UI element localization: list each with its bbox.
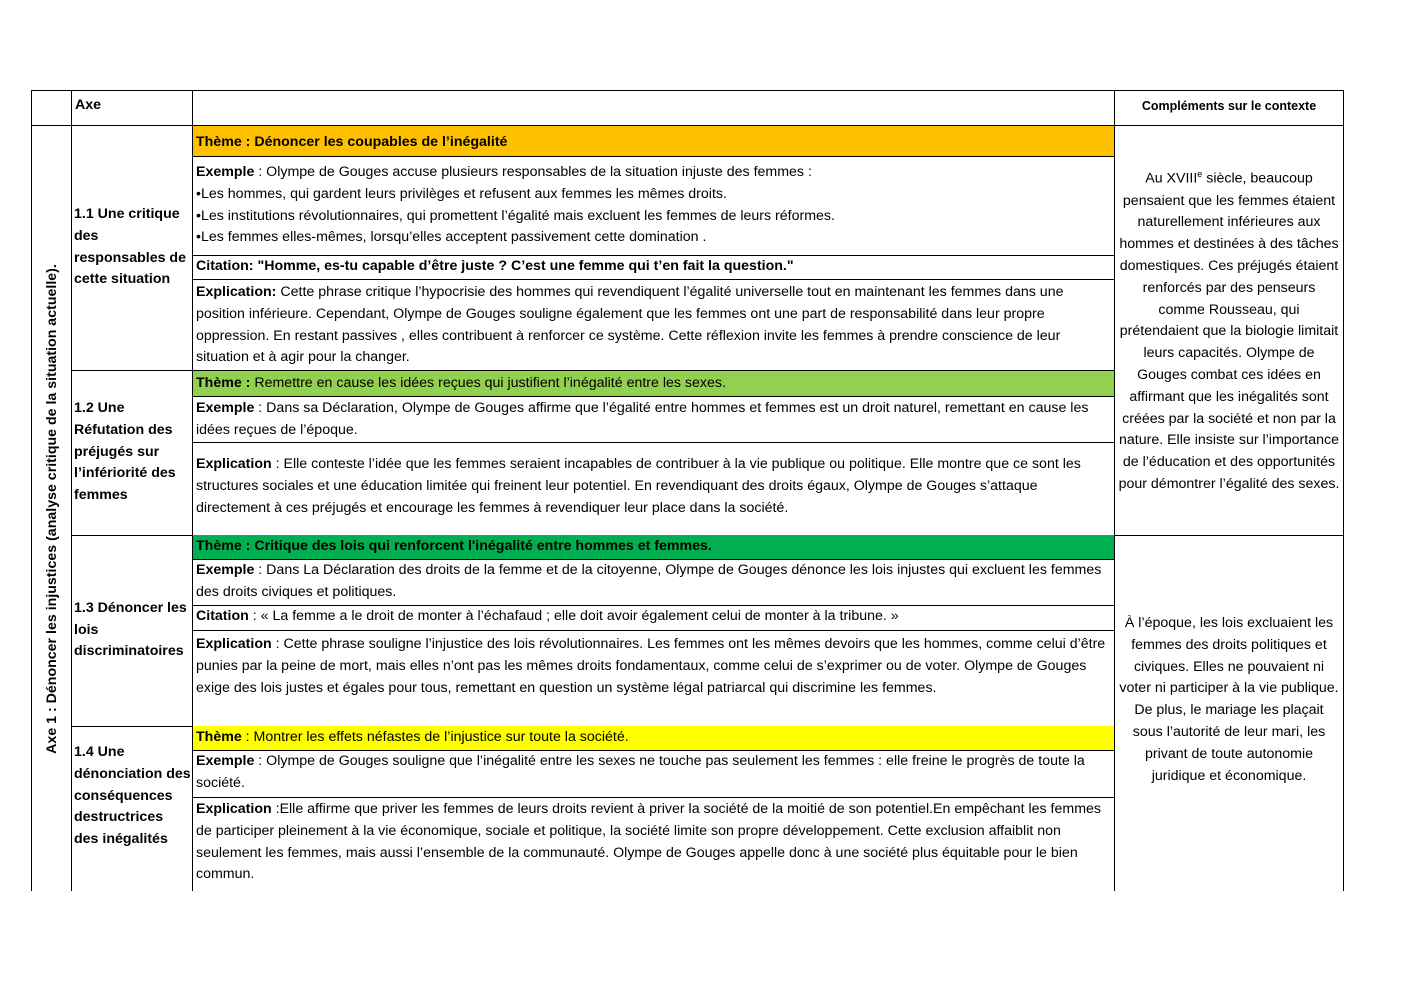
exemple-1-2	[192, 396, 1115, 443]
subtitle-1-3-text: 1.3 Dénoncer les lois discriminatoires	[74, 599, 187, 660]
theme-1-1-label: Thème	[196, 134, 242, 150]
subtitle-1-2	[71, 370, 193, 536]
header-axe-label: Axe	[75, 97, 102, 113]
context-block-1-pre: Au XVIII	[1145, 170, 1198, 187]
citation-1-3	[192, 605, 1115, 631]
exemple-1-4-label: Exemple	[196, 753, 255, 769]
exemple-1-2-label: Exemple	[196, 400, 255, 416]
context-block-1-text	[1118, 164, 1340, 496]
header-content-cell	[192, 90, 1115, 126]
exemple-1-2-text: : Dans sa Déclaration, Olympe de Gouges affirme que l’égalité entre hommes et femmes est un droit naturel, remettant en cause les idées reçues de l’époque.	[196, 400, 1089, 438]
theme-1-4-label: Thème	[196, 729, 242, 745]
explication-1-1-label: Explication:	[196, 284, 277, 300]
exemple-1-1-label: Exemple	[196, 164, 255, 180]
exemple-1-1	[192, 156, 1115, 256]
context-block-2-text: À l’époque, les lois excluaient les femmes des droits politiques et civiques. Elles ne pouvaient ni voter ni participer à la vie publique. De plus, le mariage les plaçait sous l’autorité de leur mari, les privant de toute autonomie juridique et économique.	[1119, 615, 1339, 784]
explication-1-4	[192, 797, 1115, 891]
citation-1-1-text: "Homme, es-tu capable d’être juste ? C’est une femme qui t’en fait la question."	[253, 258, 794, 274]
subtitle-1-4	[71, 726, 193, 891]
explication-1-4-text: :Elle affirme que priver les femmes de leurs droits revient à priver la société de la moitié de son potentiel.En empêchant les femmes de participer pleinement à la vie économique, sociale et politique, la société limite son propre développement. Cette exclusion affaiblit non seulement les femmes, mais aussi l’ensemble de la communauté. Olympe de Gouges appelle donc à une société plus équitable pour le bien commun.	[196, 801, 1101, 883]
context-block-2	[1114, 535, 1344, 891]
explication-1-2	[192, 442, 1115, 536]
axis-vertical-label: Axe 1 : Dénoncer les injustices (analyse critique de la situation actuelle).	[44, 264, 60, 754]
theme-1-3-text: : Critique des lois qui renforcent l'inégalité entre hommes et femmes.	[241, 538, 712, 554]
header-context-cell	[1114, 90, 1344, 126]
subtitle-1-3	[71, 535, 193, 727]
theme-1-2-label: Thème :	[196, 375, 251, 391]
exemple-1-4	[192, 750, 1115, 798]
context-block-1	[1114, 125, 1344, 536]
subtitle-1-2-text: 1.2 Une Réfutation des préjugés sur l’infériorité des femmes	[74, 400, 176, 504]
explication-1-3-text: : Cette phrase souligne l’injustice des lois révolutionnaires. Les femmes ont les mêmes devoirs que les hommes, comme celui d’être punies par la peine de mort, mais elles n’ont pas les mêmes droits fondamentaux, comme celui de s’exprimer ou de voter. Olympe de Gouges exige des lois justes et égales pour tous, remettant en question un système légal patriarcal qui discrimine les femmes.	[196, 636, 1106, 696]
context-block-1-post: siècle, beaucoup pensaient que les femmes étaient naturellement inférieures aux hommes et destinées à des tâches domestiques. Ces préjugés étaient renforcés par des penseurs comme Rousseau, qui prétendaient que la biologie limitait leurs capacités. Olympe de Gouges combat ces idées en affirmant que les inégalités sont créées par la société et non par la nature. Elle insiste sur l’importance de l’éducation et des opportunités pour démontrer l’égalité des sexes.	[1118, 170, 1340, 493]
explication-1-1-text: Cette phrase critique l’hypocrisie des hommes qui revendiquent l’égalité universelle tout en maintenant les femmes dans une position inférieure. Cependant, Olympe de Gouges souligne également que les femmes ont une part de responsabilité dans leur propre oppression. En restant passives , elles contribuent à renforcer ce système. Cette réflexion invite les femmes à prendre conscience de leur situation et à agir pour la changer.	[196, 284, 1064, 366]
explication-1-3	[192, 630, 1115, 727]
header-empty-cell	[31, 90, 72, 126]
explication-1-1	[192, 279, 1115, 371]
subtitle-1-4-text: 1.4 Une dénonciation des conséquences destructrices des inégalités	[74, 744, 191, 848]
theme-1-2	[192, 370, 1115, 397]
citation-1-3-label: Citation	[196, 608, 249, 624]
theme-1-1-text: : Dénoncer les coupables de l’inégalité	[241, 134, 508, 150]
citation-1-1	[192, 255, 1115, 280]
exemple-1-3-label: Exemple	[196, 562, 255, 578]
theme-1-3	[192, 535, 1115, 560]
header-context-label: Compléments sur le contexte	[1141, 99, 1317, 113]
explication-1-3-label: Explication	[196, 636, 272, 652]
exemple-1-1-bullet: •Les hommes, qui gardent leurs privilèges et refusent aux femmes les mêmes droits.	[196, 185, 727, 202]
explication-1-4-label: Explication	[196, 801, 272, 817]
citation-1-1-label: Citation:	[196, 258, 254, 274]
theme-1-2-text: Remettre en cause les idées reçues qui justifient l’inégalité entre les sexes.	[250, 375, 726, 391]
exemple-1-1-bullet: •Les femmes elles-mêmes, lorsqu’elles acceptent passivement cette domination .	[196, 229, 707, 246]
exemple-1-4-text: : Olympe de Gouges souligne que l’inégalité entre les sexes ne touche pas seulement les femmes : elle freine le progrès de toute la société.	[196, 753, 1085, 791]
exemple-1-1-bullet: •Les institutions révolutionnaires, qui promettent l’égalité mais excluent les femmes de leurs réformes.	[196, 207, 835, 224]
subtitle-1-1-text: 1.1 Une critique des responsables de cette situation	[74, 205, 186, 288]
theme-1-1	[192, 125, 1115, 157]
citation-1-3-text: : « La femme a le droit de monter à l’échafaud ; elle doit avoir également celui de monter à la tribune. »	[248, 608, 899, 624]
theme-1-3-label: Thème	[196, 538, 242, 554]
subtitle-1-1	[71, 125, 193, 371]
theme-1-4	[192, 726, 1115, 751]
exemple-1-1-line: : Olympe de Gouges accuse plusieurs responsables de la situation injuste des femmes :	[254, 164, 812, 180]
context-block-1-sup: e	[1197, 169, 1203, 180]
header-axe-cell	[71, 90, 193, 126]
exemple-1-3	[192, 559, 1115, 606]
explication-1-2-text: : Elle conteste l’idée que les femmes seraient incapables de contribuer à la vie publique ou politique. Elle montre que ce sont les structures sociales et une éducation limitée qui freinent leur potentiel. En revendiquant des droits égaux, Olympe de Gouges s’attaque directement à ces préjugés et encourage les femmes à revendiquer leur place dans la société.	[196, 456, 1081, 516]
exemple-1-3-text: : Dans La Déclaration des droits de la femme et de la citoyenne, Olympe de Gouges dénonce les lois injustes qui excluent les femmes des droits civiques et politiques.	[196, 562, 1102, 600]
explication-1-2-label: Explication	[196, 456, 272, 472]
theme-1-4-text: : Montrer les effets néfastes de l’injustice sur toute la société.	[241, 729, 629, 745]
